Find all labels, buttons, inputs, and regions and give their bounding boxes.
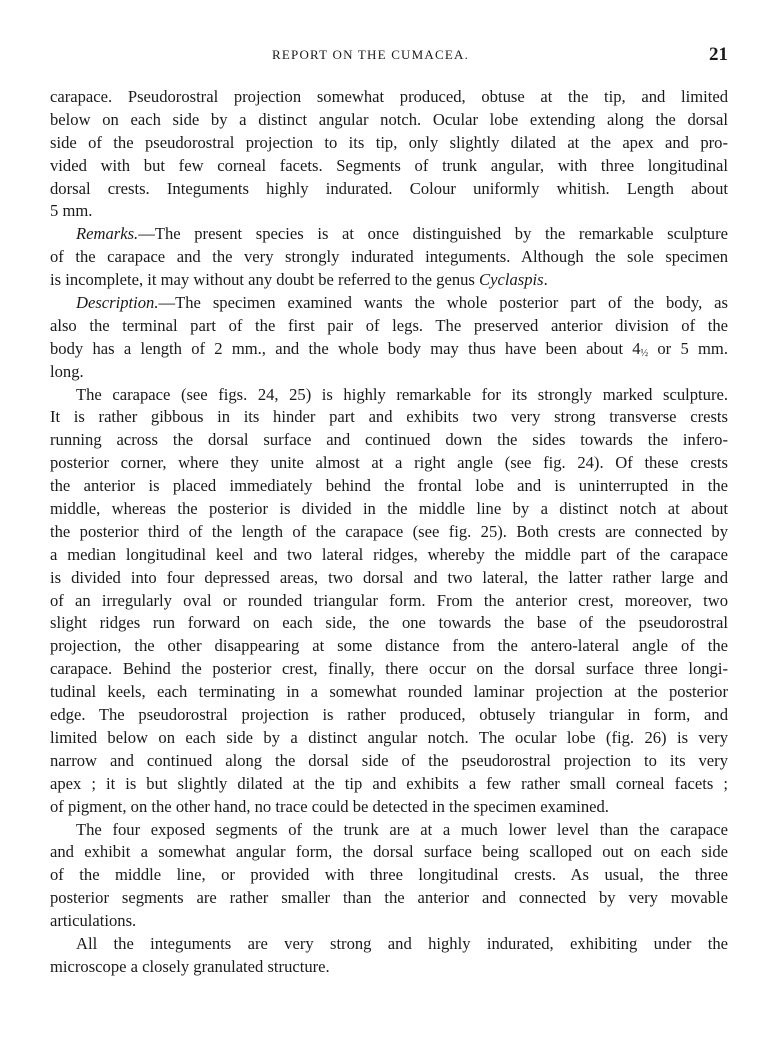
text-line: the anterior is placed immediately behind the frontal lobe and is uninterrupted in the bbox=[50, 476, 728, 496]
text-line: a median longitudinal keel and two lateral ridges, whereby the middle part of the carapace bbox=[50, 544, 728, 564]
text-line: is divided into four depressed areas, two dorsal and two lateral, the latter rather large and bbox=[50, 567, 728, 587]
text-line: projection, the other disappearing at some distance from the antero-lateral angle of the bbox=[50, 636, 728, 656]
text-line: posterior corner, where they unite almost at a right angle (see fig. 24). Of these crests bbox=[50, 453, 728, 473]
body-text bbox=[50, 86, 728, 979]
text-line: and exhibit a somewhat angular form, the dorsal surface being scalloped out on each side bbox=[50, 842, 728, 862]
text-line: side of the pseudorostral projection to its tip, only slightly dilated at the apex and pro- bbox=[50, 132, 728, 152]
text-line: of the middle line, or provided with three longitudinal crests. As usual, the three bbox=[50, 865, 728, 885]
running-head bbox=[50, 44, 728, 71]
paragraph-carapace bbox=[50, 384, 728, 819]
paragraph-diagnosis bbox=[50, 86, 728, 223]
section-lead-remarks: Remarks. bbox=[76, 224, 139, 244]
text-line: posterior segments are rather smaller than the anterior and connected by very movable bbox=[50, 888, 728, 908]
text-line: the posterior third of the length of the carapace (see fig. 25). Both crests are connected by bbox=[50, 521, 728, 541]
text-line: of pigment, on the other hand, no trace could be detected in the specimen examined. bbox=[50, 796, 609, 816]
text-line: All the integuments are very strong and highly indurated, exhibiting under the bbox=[76, 933, 728, 953]
paragraph-integuments bbox=[50, 933, 728, 979]
fraction: ½ bbox=[640, 347, 649, 359]
section-lead-description: Description. bbox=[76, 293, 159, 313]
text-line: vided with but few corneal facets. Segments of trunk angular, with three longitudinal bbox=[50, 155, 728, 175]
text-line: limited below on each side by a distinct angular notch. The ocular lobe (fig. 26) is very bbox=[50, 727, 728, 747]
text-line: below on each side by a distinct angular notch. Ocular lobe extending along the dorsal bbox=[50, 109, 728, 129]
text-line: narrow and continued along the dorsal side of the pseudorostral projection to its very bbox=[50, 750, 728, 770]
text-line: carapace. Behind the posterior crest, finally, there occur on the dorsal surface three longi- bbox=[50, 659, 728, 679]
text-line: It is rather gibbous in its hinder part and exhibits two very strong transverse crests bbox=[50, 407, 728, 427]
running-title: REPORT ON THE CUMACEA. bbox=[272, 47, 470, 62]
page-number: 21 bbox=[709, 44, 728, 65]
text-line: 5 mm. bbox=[50, 201, 93, 221]
text-line: carapace. Pseudorostral projection somewhat produced, obtuse at the tip, and limited bbox=[50, 87, 728, 106]
text-line: middle, whereas the posterior is divided in the middle line by a distinct notch at about bbox=[50, 499, 728, 519]
text-line: also the terminal part of the first pair of legs. The preserved anterior division of the bbox=[50, 315, 728, 335]
paragraph-trunk-segments bbox=[50, 819, 728, 933]
text-line: long. bbox=[50, 361, 84, 381]
text-line: body has a length of 2 mm., and the whole body may thus have been about 4½ or 5 mm. bbox=[50, 338, 728, 359]
text-line: running across the dorsal surface and continued down the sides towards the infero- bbox=[50, 430, 728, 450]
text-line: slight ridges run forward on each side, the one towards the base of the pseudorostral bbox=[50, 613, 728, 633]
text-line: edge. The pseudorostral projection is rather produced, obtusely triangular in form, and bbox=[50, 705, 728, 725]
text-line: apex ; it is but slightly dilated at the tip and exhibits a few rather small corneal facets ; bbox=[50, 773, 728, 793]
text-line: Description.—The specimen examined wants the whole posterior part of the body, as bbox=[76, 293, 728, 313]
text-line: Remarks.—The present species is at once distinguished by the remarkable sculpture bbox=[76, 224, 728, 244]
paragraph-remarks bbox=[50, 223, 728, 292]
text-line: of an irregularly oval or rounded triangular form. From the anterior crest, moreover, two bbox=[50, 590, 728, 610]
text-line: is incomplete, it may without any doubt be referred to the genus Cyclaspis. bbox=[50, 270, 548, 290]
text-line: of the carapace and the very strongly indurated integuments. Although the sole specimen bbox=[50, 247, 728, 267]
text-line: The four exposed segments of the trunk are at a much lower level than the carapace bbox=[76, 819, 728, 839]
text-line: tudinal keels, each terminating in a somewhat rounded laminar projection at the posterior bbox=[50, 682, 728, 702]
text-line: articulations. bbox=[50, 911, 137, 931]
text-line: dorsal crests. Integuments highly indurated. Colour uniformly whitish. Length about bbox=[50, 178, 728, 198]
text-line: The carapace (see figs. 24, 25) is highly remarkable for its strongly marked sculpture. bbox=[76, 384, 728, 404]
paragraph-description bbox=[50, 292, 728, 384]
genus-name: Cyclaspis bbox=[479, 270, 544, 290]
text-line: microscope a closely granulated structure. bbox=[50, 956, 330, 976]
